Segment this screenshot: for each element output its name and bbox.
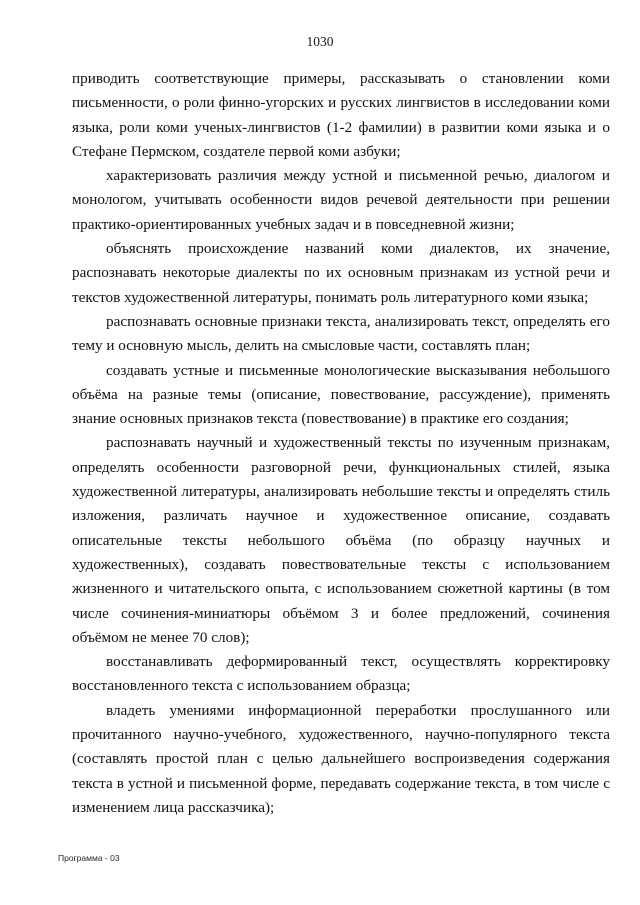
paragraph: распознавать научный и художественный тексты по изученным признакам, определять особенности разговорной речи, функциональных стилей, языка художественной литературы, анализировать небольшие тексты и определять стиль изложения, различать научное и художественное описание, создавать описательные тексты небольшого объёма (по образцу научных и художественных), создавать повествовательные тексты с использованием жизненного и читательского опыта, с использованием сюжетной картины (в том числе сочинения-миниатюры объёмом 3 и более предложений, сочинения объёмом не менее 70 слов); bbox=[72, 434, 610, 646]
body-text bbox=[72, 67, 610, 820]
paragraph: владеть умениями информационной переработки прослушанного или прочитанного научно-учебного, художественного, научно-популярного текста (составлять простой план с целью дальнейшего воспроизведения содержания текста в устной и письменной форме, передавать содержание текста, в том числе с изменением лица рассказчика); bbox=[72, 701, 610, 816]
paragraph: распознавать основные признаки текста, анализировать текст, определять его тему и основную мысль, делить на смысловые части, составлять план; bbox=[72, 312, 610, 355]
page-number: 1030 bbox=[306, 34, 334, 49]
paragraph: объяснять происхождение названий коми диалектов, их значение, распознавать некоторые диалекты по их основным признакам из устной речи и текстов художественной литературы, понимать роль литературного коми языка; bbox=[72, 240, 610, 306]
footer-label: Программа - 03 bbox=[58, 853, 120, 863]
paragraph: восстанавливать деформированный текст, осуществлять корректировку восстановленного текста с использованием образца; bbox=[72, 653, 610, 695]
paragraph: приводить соответствующие примеры, рассказывать о становлении коми письменности, о роли финно-угорских и русских лингвистов в исследовании коми языка, роли коми ученых-лингвистов (1-2 фамилии) в развитии коми языка и о Стефане Пермском, создателе первой коми азбуки; bbox=[72, 70, 610, 160]
paragraph: создавать устные и письменные монологические высказывания небольшого объёма на разные темы (описание, повествование, рассуждение), применять знание основных признаков текста (повествование) в практике его создания; bbox=[72, 361, 610, 428]
paragraph: характеризовать различия между устной и письменной речью, диалогом и монологом, учитывать особенности видов речевой деятельности при решении практико-ориентированных учебных задач и в повседневной жизни; bbox=[72, 167, 610, 233]
